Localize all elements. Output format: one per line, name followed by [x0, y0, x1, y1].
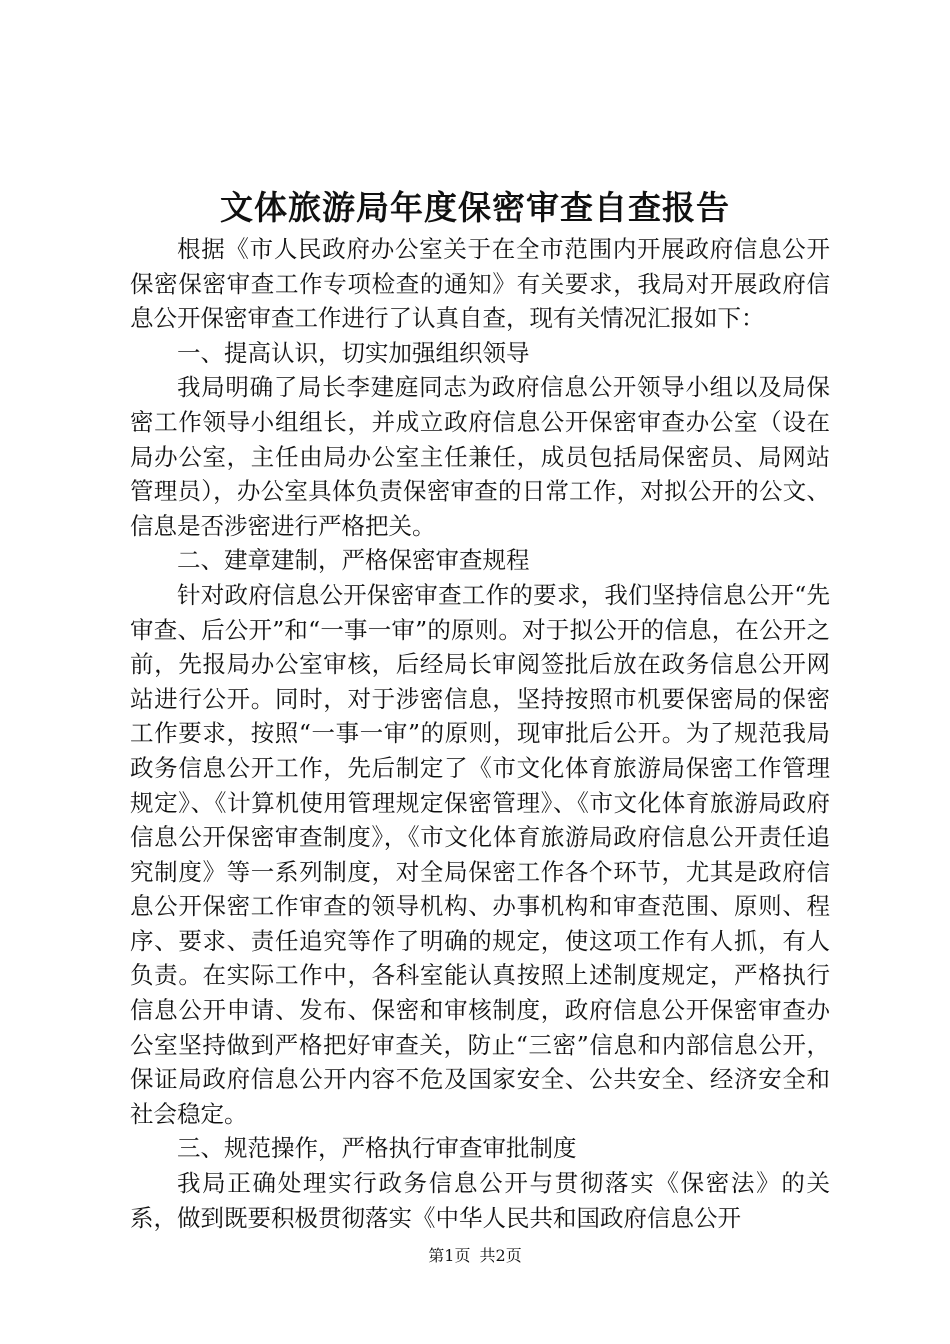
- section-heading-1: 一、提高认识，切实加强组织领导: [177, 338, 530, 367]
- paragraph-intro: 根据《市人民政府办公室关于在全市范围内开展政府信息公开保密保密审查工作专项检查的通知》有关要求，我局对开展政府信息公开保密审查工作进行了认真自查，现有关情况汇报如下：: [130, 235, 830, 333]
- section-heading-2: 二、建章建制，严格保密审查规程: [177, 546, 530, 575]
- section-heading-3: 三、规范操作，严格执行审查审批制度: [177, 1134, 577, 1163]
- paragraph-section-2: 针对政府信息公开保密审查工作的要求，我们坚持信息公开“先审查、后公开”和“一事一审”的原则。对于拟公开的信息，在公开之前，先报局办公室审核，后经局长审阅签批后放在政务信息公开网站进行公开。同时，对于涉密信息，坚持按照市机要保密局的保密工作要求，按照“一事一审”的原则，现审批后公开。为了规范我局政务信息公开工作，先后制定了《市文化体育旅游局保密工作管理规定》、《计算机使用管理规定保密管理》、《市文化体育旅游局政府信息公开保密审查制度》，《市文化体育旅游局政府信息公开责任追究制度》等一系列制度，对全局保密工作各个环节，尤其是政府信息公开保密工作审查的领导机构、办事机构和审查范围、原则、程序、要求、责任追究等作了明确的规定，使这项工作有人抓，有人负责。在实际工作中，各科室能认真按照上述制度规定，严格执行信息公开申请、发布、保密和审核制度，政府信息公开保密审查办公室坚持做到严格把好审查关，防止“三密”信息和内部信息公开，保证局政府信息公开内容不危及国家安全、公共安全、经济安全和社会稳定。: [130, 580, 830, 1128]
- page-number: 第1页: [428, 1246, 471, 1265]
- paragraph-section-3: 我局正确处理实行政务信息公开与贯彻落实《保密法》的关系，做到既要积极贯彻落实《中华人民共和国政府信息公开: [130, 1169, 830, 1232]
- paragraph-section-1: 我局明确了局长李建庭同志为政府信息公开领导小组以及局保密工作领导小组组长，并成立政府信息公开保密审查办公室（设在局办公室，主任由局办公室主任兼任，成员包括局保密员、局网站管理员），办公室具体负责保密审查的日常工作，对拟公开的公文、信息是否涉密进行严格把关。: [130, 373, 830, 540]
- page-total: 共2页: [479, 1246, 522, 1265]
- document-body: [130, 232, 830, 1235]
- document-title: 文体旅游局年度保密审查自查报告: [220, 188, 730, 227]
- page-footer: [0, 1245, 950, 1267]
